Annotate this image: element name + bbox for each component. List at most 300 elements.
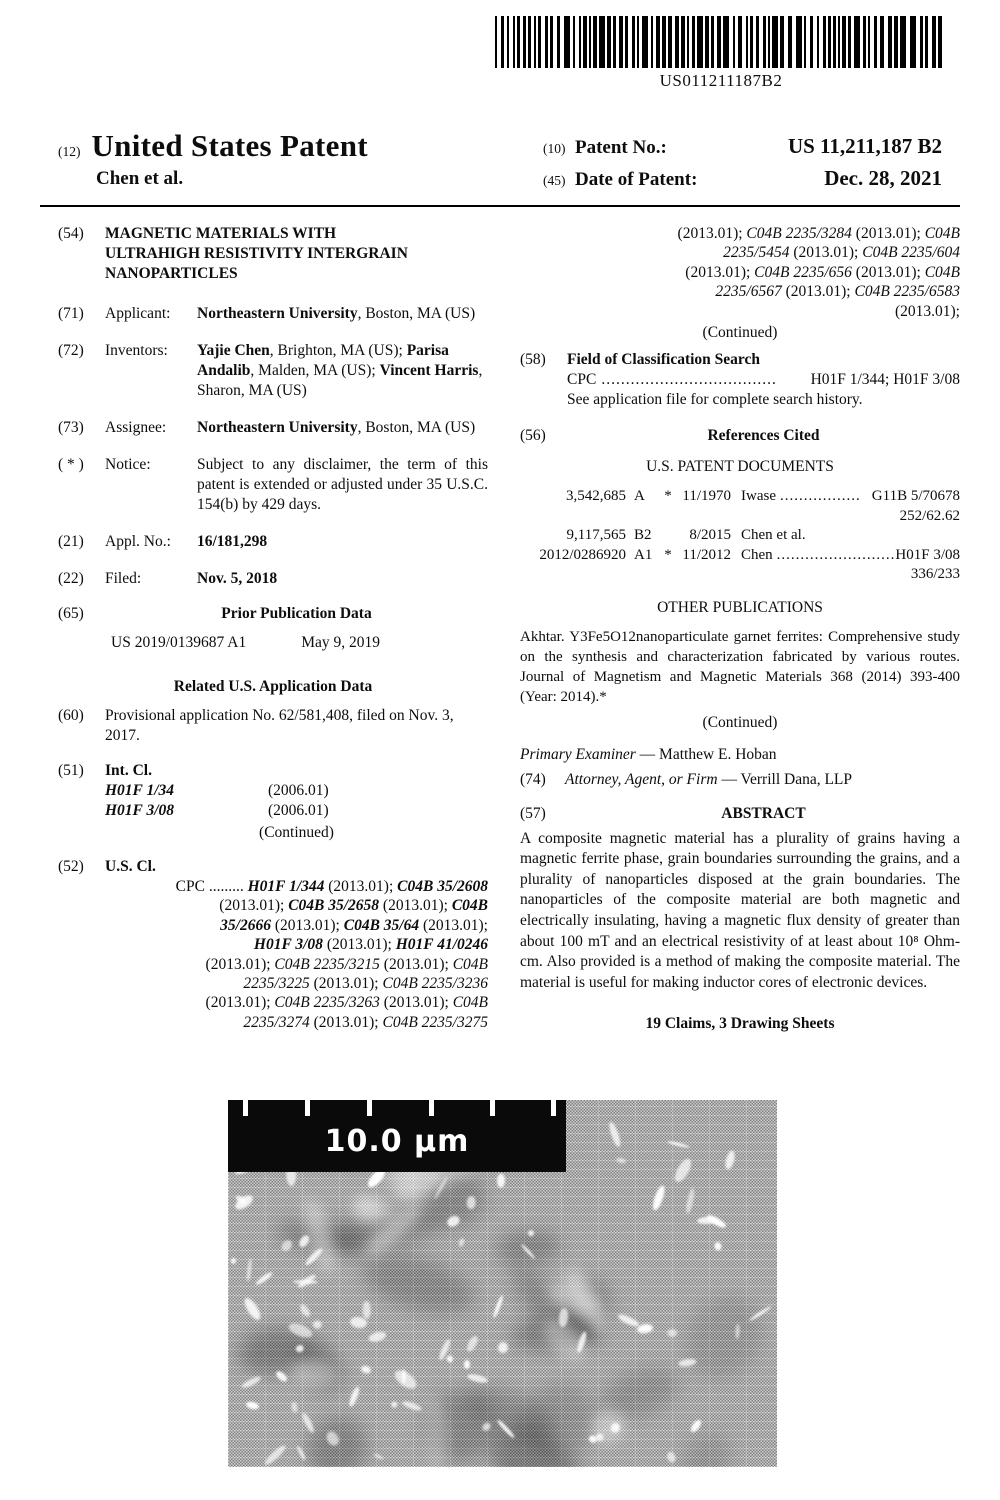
ref-name: Iwase bbox=[741, 488, 776, 505]
texture-particle bbox=[667, 1329, 677, 1337]
section-number: (52) bbox=[58, 858, 84, 875]
left-column bbox=[58, 224, 488, 1032]
scale-tick bbox=[429, 1100, 434, 1116]
header-right bbox=[543, 134, 942, 198]
barcode-bar bbox=[823, 16, 826, 68]
barcode-bar bbox=[564, 16, 570, 68]
continued-note: (Continued) bbox=[259, 824, 334, 841]
barcode-bar bbox=[833, 16, 836, 68]
barcode-bar bbox=[589, 16, 591, 68]
text-segment: (2013.01); bbox=[324, 878, 398, 895]
barcode-bar bbox=[938, 16, 942, 68]
barcode-bar bbox=[910, 16, 916, 68]
int-cl-entries bbox=[105, 781, 488, 821]
section-filed bbox=[58, 569, 488, 589]
text-segment: C04B bbox=[452, 994, 488, 1012]
barcode-bar bbox=[557, 16, 560, 68]
barcode-bar bbox=[681, 16, 685, 68]
text-segment: — Matthew E. Hoban bbox=[635, 745, 777, 763]
ref-name: Chen et al. bbox=[741, 527, 806, 544]
barcode-bar bbox=[613, 16, 616, 68]
section-field-search bbox=[520, 350, 960, 410]
attorney-line bbox=[520, 770, 960, 790]
barcode-bar bbox=[838, 16, 840, 68]
text-segment: (2013.01); bbox=[309, 975, 383, 993]
us-cl-label: U.S. Cl. bbox=[105, 858, 156, 875]
patent-document-row bbox=[520, 546, 960, 566]
text-segment: , Malden, MA (US); bbox=[250, 362, 380, 379]
text-line bbox=[105, 993, 488, 1012]
patent-class: G11B 5/70678 bbox=[871, 488, 960, 505]
attorney-value bbox=[565, 770, 852, 790]
barcode-bar bbox=[854, 16, 860, 68]
barcode-bar bbox=[495, 16, 497, 68]
texture-particle bbox=[724, 1149, 736, 1169]
int-cl-version: (2006.01) bbox=[268, 802, 329, 819]
ref-kind: A bbox=[634, 488, 645, 505]
section-other-publications bbox=[520, 598, 960, 733]
text-segment: , Sharon, MA (US) bbox=[197, 362, 483, 399]
section-number: (56) bbox=[520, 427, 546, 445]
barcode-bar bbox=[738, 16, 742, 68]
appl-no-label: Appl. No.: bbox=[105, 533, 171, 550]
texture-particle bbox=[651, 1184, 667, 1211]
barcode-bar bbox=[796, 16, 802, 68]
barcode-bar bbox=[772, 16, 778, 68]
text-segment: (2013.01); bbox=[322, 936, 396, 954]
section-abstract bbox=[520, 804, 960, 824]
section-number: (74) bbox=[520, 770, 546, 788]
barcode-bar bbox=[675, 16, 679, 68]
barcode-bar bbox=[550, 16, 553, 68]
primary-examiner-line bbox=[520, 745, 960, 765]
barcode-bar bbox=[780, 16, 784, 68]
barcode-bar bbox=[868, 16, 870, 68]
text-line: ULTRAHIGH RESISTIVITY INTERGRAIN bbox=[105, 245, 408, 262]
section-number: (60) bbox=[58, 707, 84, 724]
section-number: (72) bbox=[58, 342, 84, 359]
scale-tick bbox=[551, 1100, 556, 1116]
text-segment: (2013.01); bbox=[851, 225, 925, 242]
barcode-bar bbox=[705, 16, 709, 68]
scale-bar-label: 10.0 µm bbox=[324, 1124, 470, 1159]
texture-particle bbox=[254, 1271, 273, 1287]
text-segment: C04B bbox=[924, 263, 960, 281]
prior-pub-number: US 2019/0139687 A1 bbox=[111, 634, 247, 651]
texture-particle bbox=[367, 1329, 387, 1343]
text-segment: , Boston, MA (US) bbox=[357, 419, 476, 436]
barcode-number: US011211187B2 bbox=[659, 71, 783, 90]
text-line bbox=[105, 1013, 488, 1032]
barcode-bar bbox=[804, 16, 806, 68]
text-line bbox=[520, 302, 960, 321]
texture-particle bbox=[616, 1312, 640, 1328]
texture-particle bbox=[497, 1173, 505, 1188]
cpc-continuation-lines bbox=[520, 224, 960, 321]
text-segment: , Boston, MA (US) bbox=[357, 305, 476, 322]
text-line bbox=[105, 935, 488, 954]
page-title: United States Patent bbox=[91, 128, 368, 163]
int-cl-entry bbox=[105, 781, 488, 801]
texture-particle bbox=[246, 1401, 260, 1411]
text-segment: Primary Examiner bbox=[520, 745, 636, 763]
inventors-value bbox=[197, 341, 488, 401]
ref-num: 3,542,685 bbox=[566, 488, 626, 505]
section-inventors bbox=[58, 341, 488, 401]
text-segment: 2235/3274 bbox=[243, 1013, 310, 1031]
section-number: (22) bbox=[58, 570, 84, 587]
texture-particle bbox=[467, 1372, 489, 1384]
text-segment: 2235/5454 bbox=[723, 244, 790, 262]
section-number: (71) bbox=[58, 305, 84, 322]
texture-particle bbox=[360, 1364, 371, 1374]
patent-no-code: (10) bbox=[543, 141, 566, 156]
scale-tick bbox=[243, 1100, 248, 1116]
text-segment: Parisa Andalib bbox=[197, 342, 449, 379]
field-search-value: H01F 1/344; H01F 3/08 bbox=[810, 371, 960, 389]
barcode-bar bbox=[528, 16, 531, 68]
texture-particle bbox=[348, 1386, 361, 1408]
barcode-bar bbox=[625, 16, 628, 68]
text-segment: C04B 2235/656 bbox=[754, 263, 852, 281]
texture-particle bbox=[689, 1419, 703, 1434]
text-segment: (2013.01); bbox=[685, 263, 755, 281]
barcode-bar bbox=[579, 16, 581, 68]
section-assignee bbox=[58, 418, 488, 438]
scale-tick bbox=[367, 1100, 372, 1116]
barcode-bar bbox=[711, 16, 714, 68]
barcode-bar bbox=[619, 16, 623, 68]
text-segment: (2013.01); bbox=[309, 1013, 383, 1031]
text-segment: — Verrill Dana, LLP bbox=[717, 770, 853, 788]
date-label: Date of Patent: bbox=[575, 169, 698, 190]
section-appl-no bbox=[58, 532, 488, 552]
other-pubs-text: Akhtar. Y3Fe5O12nanoparticulate garnet ferrites: Comprehensive study on the synthesis and characterization fabricated by various routes. Journal of Magnetism and Magnetic Materials 368 (2014) 393-400 (Year: 2014).* bbox=[520, 628, 960, 705]
text-line bbox=[105, 896, 488, 915]
text-segment: 35/2666 bbox=[220, 916, 271, 934]
text-segment: C04B bbox=[924, 225, 960, 242]
barcode-bar bbox=[593, 16, 597, 68]
field-search-note: See application file for complete search history. bbox=[567, 391, 863, 409]
text-line bbox=[105, 974, 488, 993]
barcode-bar bbox=[523, 16, 526, 68]
text-segment: (2013.01); bbox=[270, 916, 344, 934]
barcode-bar bbox=[507, 16, 509, 68]
notice-text: Subject to any disclaimer, the term of this patent is extended or adjusted under 35 U.S.C. 154(b) by 429 days. bbox=[197, 456, 488, 513]
ref-star: * bbox=[664, 546, 672, 563]
section-number: (21) bbox=[58, 533, 84, 550]
header-rule bbox=[40, 205, 960, 207]
section-number: (58) bbox=[520, 351, 546, 369]
texture-particle bbox=[312, 1321, 321, 1329]
texture-particle bbox=[275, 1370, 290, 1384]
text-segment: C04B bbox=[451, 897, 488, 915]
texture-particle bbox=[390, 1401, 399, 1410]
us-patent-documents bbox=[520, 487, 960, 585]
text-segment: H01F 3/08 bbox=[253, 936, 323, 954]
texture-particle bbox=[263, 1443, 288, 1467]
texture-dark-patch bbox=[672, 1282, 777, 1392]
barcode-bar bbox=[756, 16, 759, 68]
prior-pub-heading: Prior Publication Data bbox=[221, 605, 372, 622]
ref-star: * bbox=[664, 488, 672, 505]
barcode-bar bbox=[920, 16, 923, 68]
text-line bbox=[105, 877, 488, 896]
dot-leader: ................. bbox=[779, 488, 861, 505]
texture-particle bbox=[300, 1411, 316, 1434]
section-number: (65) bbox=[58, 605, 84, 622]
barcode-bar bbox=[637, 16, 639, 68]
date-value: Dec. 28, 2021 bbox=[824, 166, 942, 190]
patent-class: H01F 3/08 bbox=[895, 546, 960, 563]
barcode-bar bbox=[848, 16, 851, 68]
texture-dark-patch bbox=[357, 1244, 481, 1324]
texture-particle bbox=[667, 1140, 690, 1149]
related-text: Provisional application No. 62/581,408, filed on Nov. 3, 2017. bbox=[105, 707, 454, 744]
barcode-bar bbox=[932, 16, 936, 68]
barcode-bar bbox=[599, 16, 605, 68]
text-segment: 2235/3225 bbox=[243, 975, 310, 993]
barcode-bar bbox=[817, 16, 819, 68]
barcode-bar bbox=[788, 16, 792, 68]
text-segment: C04B 2235/3284 bbox=[746, 225, 852, 242]
text-segment: (2013.01); bbox=[677, 225, 747, 242]
texture-particle bbox=[666, 1451, 677, 1464]
abstract-text: A composite magnetic material has a plurality of grains having a magnetic ferrite phase, grain boundaries surrounding the grains, and a plurality of nanoparticles disposed at the grain boundaries. The nanoparticles of the composite material are both magnetic and electrically insulating, having a magnetic flux density of greater than about 100 mT and an electrical resistivity of at least about 10⁸ Ohm-cm. Also provided is a method of making the composite material. The material is useful for making inductor cores of electronic devices. bbox=[520, 829, 960, 991]
barcode-bar bbox=[763, 16, 766, 68]
barcode-bar bbox=[900, 16, 906, 68]
texture-particle bbox=[363, 1301, 371, 1319]
barcode-bar bbox=[874, 16, 877, 68]
section-int-cl bbox=[58, 761, 488, 843]
applicant-value bbox=[197, 304, 488, 324]
section-number: (73) bbox=[58, 419, 84, 436]
right-column bbox=[520, 224, 960, 1034]
continued-note: (Continued) bbox=[702, 324, 778, 342]
barcode-bar bbox=[656, 16, 660, 68]
text-segment: (2013.01); bbox=[789, 244, 863, 262]
texture-particle bbox=[465, 1335, 480, 1354]
ref-date: 11/1970 bbox=[682, 488, 731, 505]
barcode-bar bbox=[894, 16, 898, 68]
barcode-bar bbox=[545, 16, 548, 68]
text-segment: Vincent Harris bbox=[379, 362, 479, 379]
texture-particle bbox=[464, 1360, 470, 1369]
section-number: (57) bbox=[520, 804, 546, 822]
header-left bbox=[58, 128, 368, 190]
barcode-bar bbox=[573, 16, 575, 68]
ref-kind: B2 bbox=[634, 527, 652, 544]
field-search-heading: Field of Classification Search bbox=[567, 351, 761, 369]
ref-star bbox=[661, 526, 675, 546]
ref-kind: A1 bbox=[634, 546, 653, 563]
text-segment: H01F 1/344 bbox=[247, 878, 325, 895]
texture-particle bbox=[231, 1258, 237, 1265]
texture-particle bbox=[373, 1452, 384, 1460]
barcode-bar bbox=[880, 16, 884, 68]
text-segment: (2013.01); bbox=[205, 994, 275, 1012]
texture-particle bbox=[290, 1401, 298, 1413]
text-segment: C04B bbox=[452, 955, 488, 973]
text-line bbox=[105, 916, 488, 935]
text-segment: (2013.01); bbox=[379, 955, 453, 973]
barcode-bar bbox=[642, 16, 648, 68]
assignee-label: Assignee: bbox=[105, 419, 167, 436]
text-line bbox=[520, 243, 960, 262]
text-segment: Yajie Chen bbox=[197, 342, 270, 359]
texture-particle bbox=[391, 1367, 419, 1393]
inventors-label: Inventors: bbox=[105, 342, 168, 359]
text-segment: (2013.01); bbox=[205, 955, 275, 973]
barcode bbox=[495, 16, 947, 91]
barcode-bar bbox=[534, 16, 536, 68]
int-cl-code: H01F 3/08 bbox=[105, 802, 175, 819]
text-segment: 2235/6567 bbox=[715, 283, 782, 301]
ref-date: 11/2012 bbox=[682, 546, 731, 563]
text-segment: Northeastern University bbox=[197, 305, 358, 322]
text-segment: C04B 35/64 bbox=[343, 916, 420, 934]
text-segment: , Brighton, MA (US); bbox=[269, 342, 407, 359]
text-line bbox=[520, 263, 960, 282]
barcode-bar bbox=[746, 16, 748, 68]
int-cl-entry bbox=[105, 801, 488, 821]
texture-particle bbox=[458, 1237, 466, 1247]
references-heading: References Cited bbox=[707, 427, 820, 445]
dot-leader: .................................... bbox=[601, 371, 777, 389]
continued-note: (Continued) bbox=[702, 713, 778, 731]
texture-particle bbox=[714, 1241, 722, 1251]
text-line bbox=[520, 282, 960, 301]
text-line bbox=[520, 224, 960, 243]
texture-particle bbox=[246, 1259, 252, 1282]
barcode-bar bbox=[501, 16, 504, 68]
doc-kind-code: (12) bbox=[58, 144, 81, 159]
texture-particle bbox=[295, 1445, 306, 1461]
references-subheading: U.S. PATENT DOCUMENTS bbox=[646, 458, 834, 476]
claims-note: 19 Claims, 3 Drawing Sheets bbox=[645, 1015, 835, 1033]
sem-micrograph bbox=[228, 1100, 777, 1467]
field-search-cpc-label: CPC bbox=[567, 371, 597, 389]
texture-particle bbox=[671, 1157, 694, 1185]
dot-leader: ......................... bbox=[776, 546, 896, 563]
text-line: NANOPARTICLES bbox=[105, 265, 238, 282]
barcode-bar bbox=[513, 16, 515, 68]
barcode-bar bbox=[662, 16, 666, 68]
text-line bbox=[105, 955, 488, 974]
barcode-bar bbox=[538, 16, 541, 68]
notice-label: Notice: bbox=[105, 456, 151, 473]
texture-particle bbox=[608, 1121, 623, 1148]
barcode-bar bbox=[651, 16, 653, 68]
texture-dark-patch bbox=[675, 1426, 738, 1467]
text-segment: CPC ......... bbox=[175, 878, 248, 895]
appl-no-value: 16/181,298 bbox=[197, 533, 268, 550]
barcode-bar bbox=[697, 16, 703, 68]
barcode-bar bbox=[888, 16, 892, 68]
text-segment: C04B 2235/3263 bbox=[274, 994, 380, 1012]
text-line: MAGNETIC MATERIALS WITH bbox=[105, 225, 337, 242]
barcode-bar bbox=[632, 16, 635, 68]
text-segment: C04B 2235/6583 bbox=[854, 283, 960, 301]
barcode-bar bbox=[668, 16, 672, 68]
barcode-bar bbox=[517, 16, 520, 68]
texture-particle bbox=[492, 1294, 504, 1318]
barcode-bar bbox=[863, 16, 866, 68]
assignee-value bbox=[197, 418, 488, 438]
scale-tick bbox=[305, 1100, 310, 1116]
barcode-bar bbox=[687, 16, 689, 68]
section-number: (54) bbox=[58, 225, 84, 242]
barcode-bar bbox=[925, 16, 928, 68]
section-references bbox=[520, 426, 960, 585]
scale-bar bbox=[228, 1100, 566, 1172]
barcode-bar bbox=[717, 16, 721, 68]
barcode-bar bbox=[723, 16, 729, 68]
text-segment: C04B 2235/604 bbox=[862, 244, 960, 262]
ref-num: 9,117,565 bbox=[566, 527, 626, 544]
section-notice bbox=[58, 455, 488, 515]
int-cl-version: (2006.01) bbox=[268, 782, 329, 799]
filed-value: Nov. 5, 2018 bbox=[197, 570, 278, 587]
dot-leader bbox=[806, 526, 960, 546]
section-number: (51) bbox=[58, 762, 84, 779]
section-prior-publication bbox=[58, 604, 488, 653]
text-segment: C04B 2235/3215 bbox=[274, 955, 380, 973]
text-segment: C04B 2235/3236 bbox=[382, 975, 488, 993]
barcode-bar bbox=[768, 16, 770, 68]
barcode-bar bbox=[810, 16, 813, 68]
barcode-bar bbox=[733, 16, 735, 68]
section-related bbox=[58, 677, 488, 746]
date-code: (45) bbox=[543, 173, 566, 188]
text-segment: (2013.01); bbox=[894, 302, 960, 320]
patent-no-value: US 11,211,187 B2 bbox=[787, 134, 942, 158]
applicant-label: Applicant: bbox=[105, 305, 171, 322]
ref-num: 2012/0286920 bbox=[539, 546, 626, 563]
text-segment: H01F 41/0246 bbox=[395, 936, 488, 954]
scale-tick bbox=[490, 1100, 495, 1116]
barcode-bar bbox=[750, 16, 753, 68]
other-pubs-heading: OTHER PUBLICATIONS bbox=[657, 598, 823, 616]
barcode-bars bbox=[495, 16, 947, 68]
texture-particle bbox=[446, 1355, 454, 1364]
patent-document-row bbox=[520, 526, 960, 546]
patent-class-continued: 252/62.62 bbox=[899, 507, 960, 524]
text-segment: C04B 2235/3275 bbox=[382, 1013, 488, 1031]
barcode-bar bbox=[692, 16, 695, 68]
ref-date: 8/2015 bbox=[689, 527, 731, 544]
patent-document-row bbox=[520, 487, 960, 507]
patent-no-label: Patent No.: bbox=[575, 137, 667, 158]
barcode-bar bbox=[583, 16, 587, 68]
us-cl-cpc-lines bbox=[105, 877, 488, 1032]
abstract-heading: ABSTRACT bbox=[721, 804, 806, 822]
text-segment: C04B 35/2608 bbox=[397, 878, 488, 895]
text-segment: (2013.01); bbox=[219, 897, 289, 915]
texture-particle bbox=[615, 1157, 626, 1164]
barcode-bar bbox=[607, 16, 611, 68]
section-us-cl bbox=[58, 857, 488, 1032]
texture-particle bbox=[402, 1400, 423, 1412]
text-segment: (2013.01); bbox=[419, 916, 488, 934]
section-applicant bbox=[58, 304, 488, 324]
section-number: ( * ) bbox=[58, 456, 84, 473]
int-cl-code: H01F 1/34 bbox=[105, 782, 175, 799]
texture-particle bbox=[241, 1375, 262, 1390]
texture-particle bbox=[497, 1341, 509, 1353]
text-segment: (2013.01); bbox=[781, 283, 855, 301]
prior-pub-date: May 9, 2019 bbox=[301, 634, 381, 651]
